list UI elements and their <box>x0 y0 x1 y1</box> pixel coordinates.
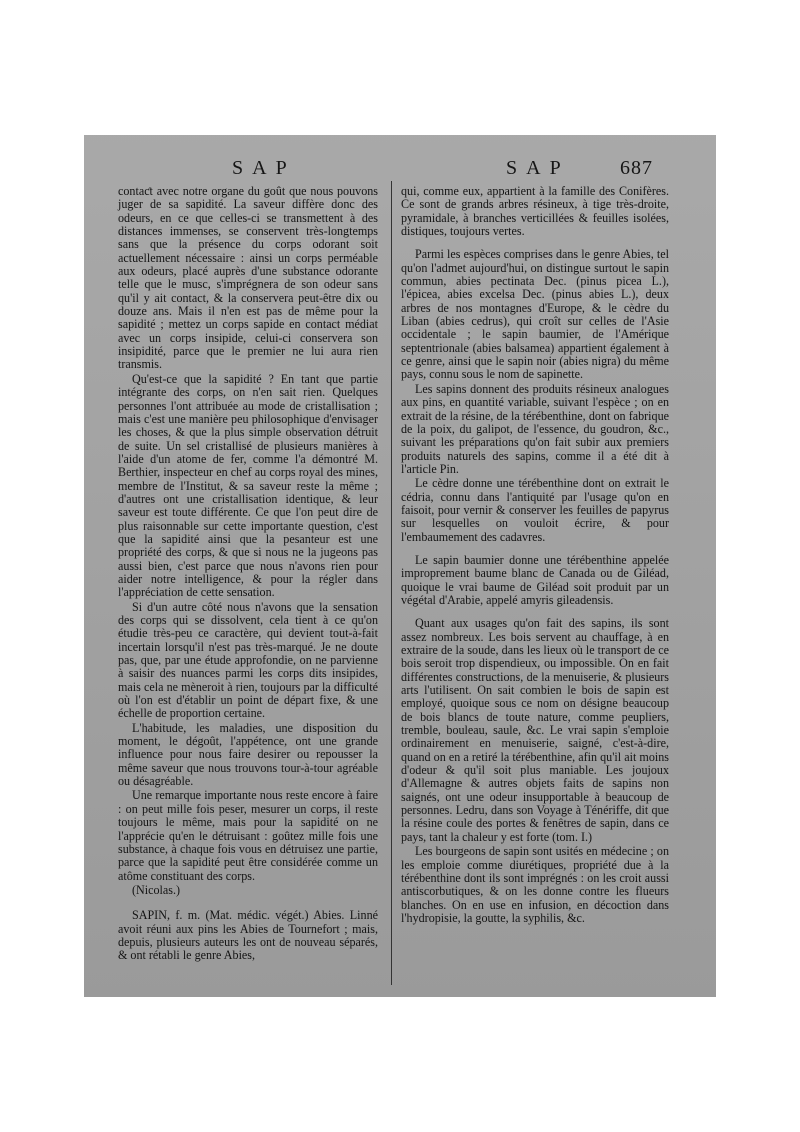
left-running-head: SAP <box>232 157 296 179</box>
page-number: 687 <box>620 157 653 179</box>
paragraph-continued: contaƈt avec notre organe du goût que nous pouvons juger de sa sapidité. La saveur diffère donc des odeurs, en ce que celles-ci se transmettent à des distances immenses, se conservent très-longtemps sans que la présence du corps odorant soit actuellement nécessaire : ainsi un corps perméable aux odeurs, placé auprès d'une substance odorante telle que le musc, s'imprégnera de son odeur sans qu'il y ait contact, & la conservera peut-être dix ou douze ans. Mais il n'en est pas de même pour la sapidité ; mettez un corps sapide en contact médiat avec un corps insipide, celui-ci conservera son insipidité, parce que le premier ne lui aura rien transmis. <box>118 184 378 372</box>
paragraph: Une remarque importante nous reste encore à faire : on peut mille fois peser, mesurer un corps, il reste toujours le même, mais pour la sapidité on ne l'apprécie qu'en le détruisant : goûtez mille fois une substance, à chaque fois vous en détruisez une partie, parce que la sapidité peut être considérée comme un atôme constituant des corps. <box>118 788 378 883</box>
author-signature: (Nicolas.) <box>132 882 181 897</box>
dictionary-entry-sapin: SAPIN, f. m. (Mat. médic. végét.) Abies. Linné avoit réuni aux pins les Abies de Tournefort ; mais, depuis, plusieurs auteurs les ont de nouveau séparés, & ont rétabli le genre Abies, <box>118 908 378 963</box>
paragraph-continued: qui, comme eux, appartient à la famille des Conifères. Ce sont de grands arbres résineux, à tige très-droite, pyramidale, à branches verticillées & feuilles isolées, distiques, toujours vertes. <box>401 184 669 239</box>
left-column <box>118 185 378 963</box>
paragraph: L'habitude, les maladies, une disposition du moment, le dégoût, l'appétence, ont une grande influence pour nous faire desirer ou repousser la même saveur que nous trouvons tour-à-tour agréable ou désagréable. <box>118 720 378 789</box>
paragraph: Les sapins donnent des produits résineux analogues aux pins, en quantité variable, suivant l'espèce ; on en extrait de la résine, de la térébenthine, dont on fabrique de la poix, du galipot, de l'essence, du goudron, &c., suivant les préparations qu'on fait subir aux premiers produits naturels des sapins, comme il a été dit à l'article Pin. <box>401 381 669 476</box>
running-header <box>84 157 716 181</box>
right-column <box>401 185 669 925</box>
paragraph: Quant aux usages qu'on fait des sapins, ils sont assez nombreux. Les bois servent au chauffage, à en extraire de la soude, dans les lieux où le transport de ce bois seroit trop dispendieux, ou impossible. On en fait différentes constructions, de la menuiserie, & plusieurs arts l'utilisent. On sait combien le bois de sapin est employé, quoique sous ce nom on désigne beaucoup de bois blancs de toute nature, comme peupliers, tremble, bouleau, saule, &c. Le vrai sapin s'emploie ordinairement en menuiserie, saigné, c'est-à-dire, quand on en a retiré la térébenthine, afin qu'il ait moins d'odeur & qu'il soit plus maniable. Les joujoux d'Allemagne & autres objets faits de sapins non saignés, ont une odeur insupportable à beaucoup de personnes. Ledru, dans son Voyage à Ténériffe, dit que la résine coule des portes & fenêtres de sapin, dans ce pays, tant la chaleur y est forte (tom. I.) <box>401 616 669 844</box>
column-divider <box>391 181 392 985</box>
paragraph: Qu'est-ce que la sapidité ? En tant que partie intégrante des corps, on n'en sait rien. Quelques personnes l'ont attribuée au mode de cristallisation ; mais c'est une manière peu philosophique d'envisager les choses, & que la plus simple observation détruit de suite. Un sel cristallisé de plusieurs manières à l'aide d'un atome de fer, comme l'a démontré M. Berthier, inspecteur en chef au corps royal des mines, membre de l'Institut, & sa saveur reste la même ; d'autres ont une cristallisation identique, & leur saveur est toute différente. Ce que l'on peut dire de plus raisonnable sur cette importante question, c'est que la sapidité ainsi que la pesanteur est une propriété des corps, & que si nous ne la jugeons pas aussi bien, c'est parce que nous n'avons rien pour aider notre intelligence, & pour la régler dans l'appréciation de cette sensation. <box>118 371 378 600</box>
paragraph: Si d'un autre côté nous n'avons que la sensation des corps qui se dissolvent, cela tient à ce qu'on étudie très-peu ce caractère, qui devient tout-à-fait incertain lorsqu'il n'est pas très-marqué. Je ne doute pas, que, par une étude approfondie, on ne parvienne à saisir des nuances parmi les corps dits insipides, mais cela ne mèneroit à rien, toujours par la difficulté où l'on est d'établir un point de départ fixe, & une échelle de proportion certaine. <box>118 599 378 721</box>
paragraph: Le sapin baumier donne une térébenthine appelée improprement baume blanc de Canada ou de Giléad, quoique le vrai baume de Giléad soit produit par un végétal d'Arabie, appelé amyris gileadensis. <box>401 552 669 607</box>
paragraph: Le cèdre donne une térébenthine dont on extrait le cédria, connu dans l'antiquité par l'usage qu'on en faisoit, pour vernir & conserver les feuilles de papyrus sur lesquelles on vouloit écrire, & pour l'embaumement des cadavres. <box>401 476 669 544</box>
paragraph: Les bourgeons de sapin sont usités en médecine ; on les emploie comme diurétiques, propriété due à la térébenthine dont ils sont imprégnés : on les croit aussi antiscorbutiques, & on les donne contre les flueurs blanches. On en use en infusion, en décoction dans l'hydropisie, la goutte, la syphilis, &c. <box>401 844 669 925</box>
right-running-head: SAP <box>506 157 570 179</box>
paragraph: Parmi les espèces comprises dans le genre Abies, tel qu'on l'admet aujourd'hui, on distingue surtout le sapin commun, abies pectinata Dec. (pinus picea L.), l'épicea, abies excelsa Dec. (pinus abies L.), deux arbres de nos montagnes d'Europe, & le cèdre du Liban (abies cedrus), qui croît sur celles de l'Asie occidentale ; le sapin baumier, de l'Amérique septentrionale (abies balsamea) appartient également à ce genre, ainsi que le sapin noir (abies nigra) du même pays, connu sous le nom de sapinette. <box>401 247 669 382</box>
scanned-page <box>84 135 716 997</box>
